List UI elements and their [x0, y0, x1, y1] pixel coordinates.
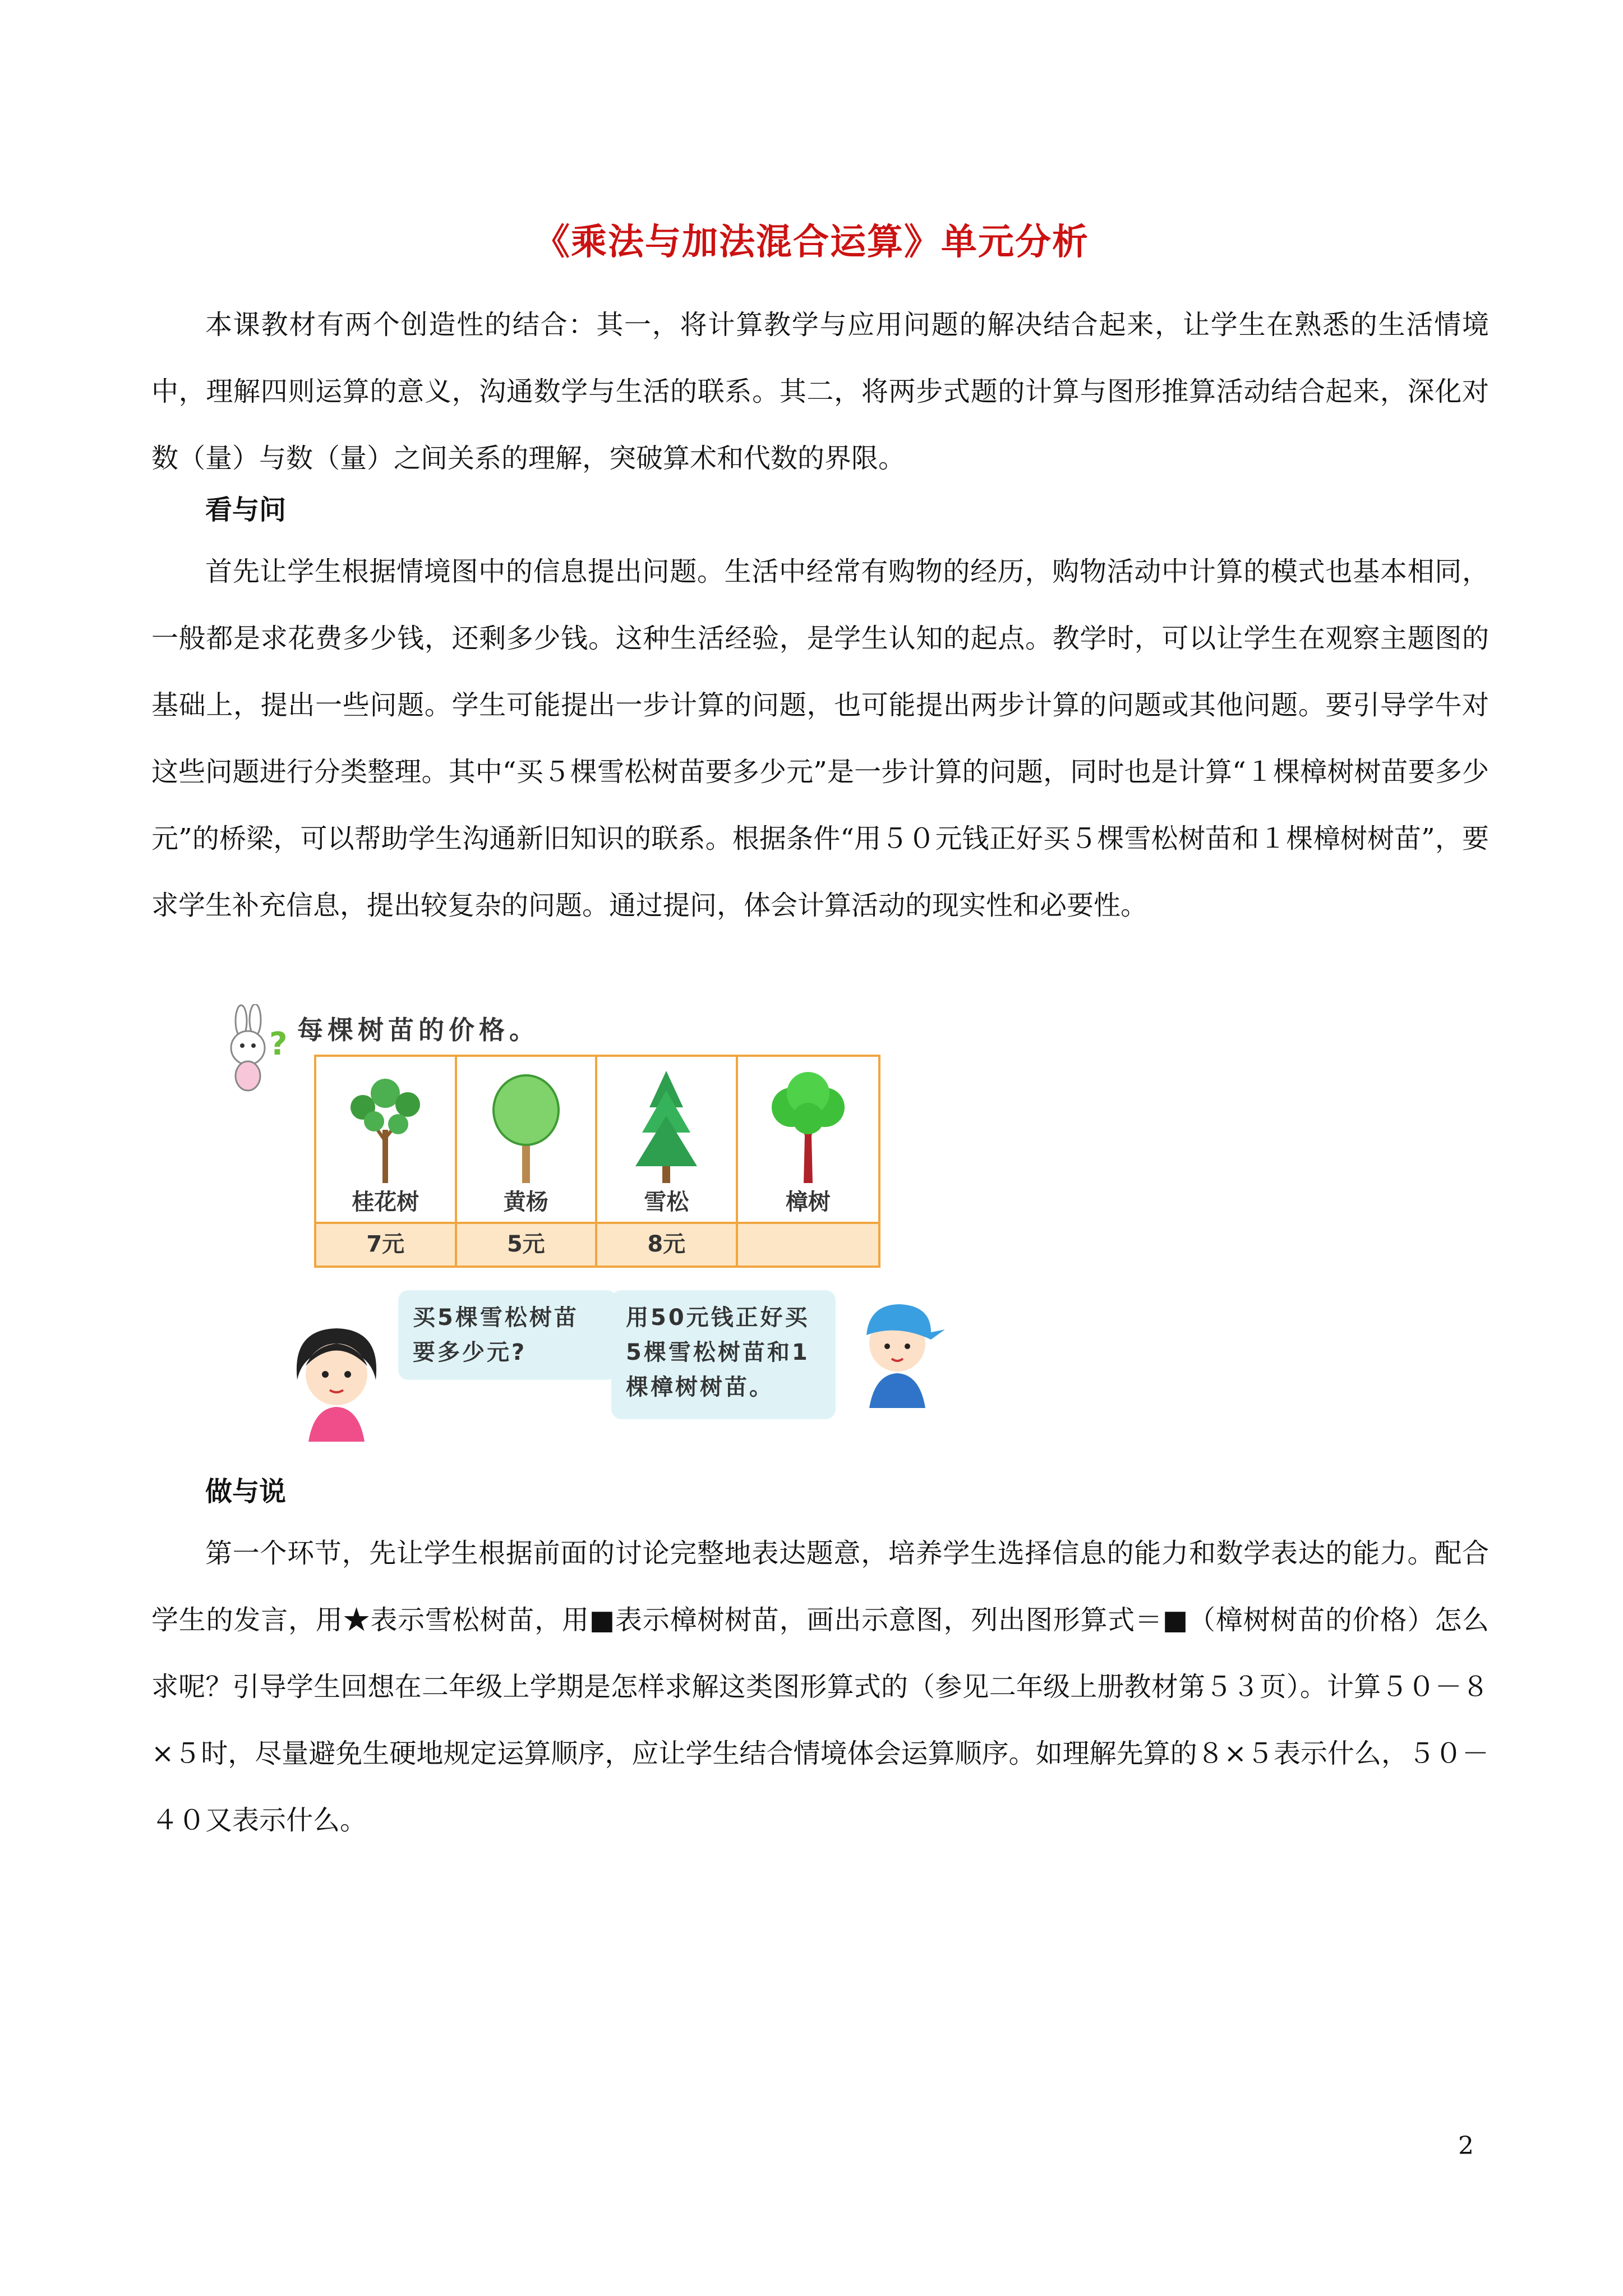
- tree-price: 7元: [316, 1222, 457, 1266]
- figure-caption: 每棵树苗的价格。: [297, 1015, 540, 1045]
- girl-speech-bubble: 买5棵雪松树苗要多少元?: [398, 1290, 617, 1380]
- intro-paragraph: 本课教材有两个创造性的结合：其一，将计算教学与应用问题的解决结合起来，让学生在熟悉的生活情境中，理解四则运算的意义，沟通数学与生活的联系。其二，将两步式题的计算与图形推算活动结合起来，深化对数（量）与数（量）之间关系的理解，突破算术和代数的界限。: [151, 309, 1489, 474]
- section-heading-do-say: 做与说: [205, 1476, 287, 1507]
- tree-cell-camphor: [738, 1057, 879, 1222]
- girl-character-icon: [280, 1318, 393, 1442]
- boy-speech-bubble: 用50元钱正好买5棵雪松树苗和1棵樟树树苗。: [611, 1290, 836, 1419]
- price-illustration: [208, 1004, 948, 1442]
- tree-name: 樟树: [785, 1189, 831, 1215]
- page-title: 《乘法与加法混合运算》单元分析: [534, 222, 1089, 263]
- tree-price: 5元: [457, 1222, 598, 1266]
- price-table: [314, 1055, 880, 1268]
- tree-price: [738, 1222, 879, 1266]
- osmanthus-tree-icon: [343, 1068, 427, 1186]
- rabbit-mascot-icon: [213, 1004, 292, 1094]
- section-heading-look-ask: 看与问: [205, 494, 287, 526]
- section-paragraph-do-say: 第一个环节，先让学生根据前面的讨论完整地表达题意，培养学生选择信息的能力和数学表达的能力。配合学生的发言，用★表示雪松树苗，用■表示樟树树苗，画出示意图，列出图形算式＝■（樟树树苗的价格）怎么求呢？引导学生回想在二年级上学期是怎样求解这类图形算式的（参见二年级上册教材第５３页）。计算５０－８×５时，尽量避免生硬地规定运算顺序，应让学生结合情境体会运算顺序。如理解先算的８×５表示什么，５０－４０又表示什么。: [151, 1538, 1489, 1836]
- tree-name: 雪松: [644, 1189, 689, 1215]
- tree-name: 黄杨: [503, 1189, 548, 1215]
- cedar-tree-icon: [624, 1068, 708, 1186]
- tree-cell-cedar: [597, 1057, 738, 1222]
- tree-name: 桂花树: [352, 1189, 419, 1215]
- svg-text:?: ?: [269, 1026, 288, 1062]
- tree-price: 8元: [597, 1222, 738, 1266]
- page-number: 2: [1458, 2132, 1474, 2160]
- tree-cell-boxwood: [457, 1057, 598, 1222]
- tree-cell-osmanthus: [316, 1057, 457, 1222]
- camphor-tree-icon: [763, 1068, 853, 1186]
- section-paragraph-look-ask: 首先让学生根据情境图中的信息提出问题。生活中经常有购物的经历，购物活动中计算的模式也基本相同，一般都是求花费多少钱，还剩多少钱。这种生活经验，是学生认知的起点。教学时，可以让学生在观察主题图的基础上，提出一些问题。学生可能提出一步计算的问题，也可能提出两步计算的问题或其他问题。要引导学牛对这些问题进行分类整理。其中“买５棵雪松树苗要多少元”是一步计算的问题，同时也是计算“１棵樟树树苗要多少元”的桥梁，可以帮助学生沟通新旧知识的联系。根据条件“用５０元钱正好买５棵雪松树苗和１棵樟树树苗”，要求学生补充信息，提出较复杂的问题。通过提问，体会计算活动的现实性和必要性。: [151, 556, 1489, 921]
- boy-character-icon: [847, 1290, 948, 1408]
- boxwood-tree-icon: [484, 1068, 568, 1186]
